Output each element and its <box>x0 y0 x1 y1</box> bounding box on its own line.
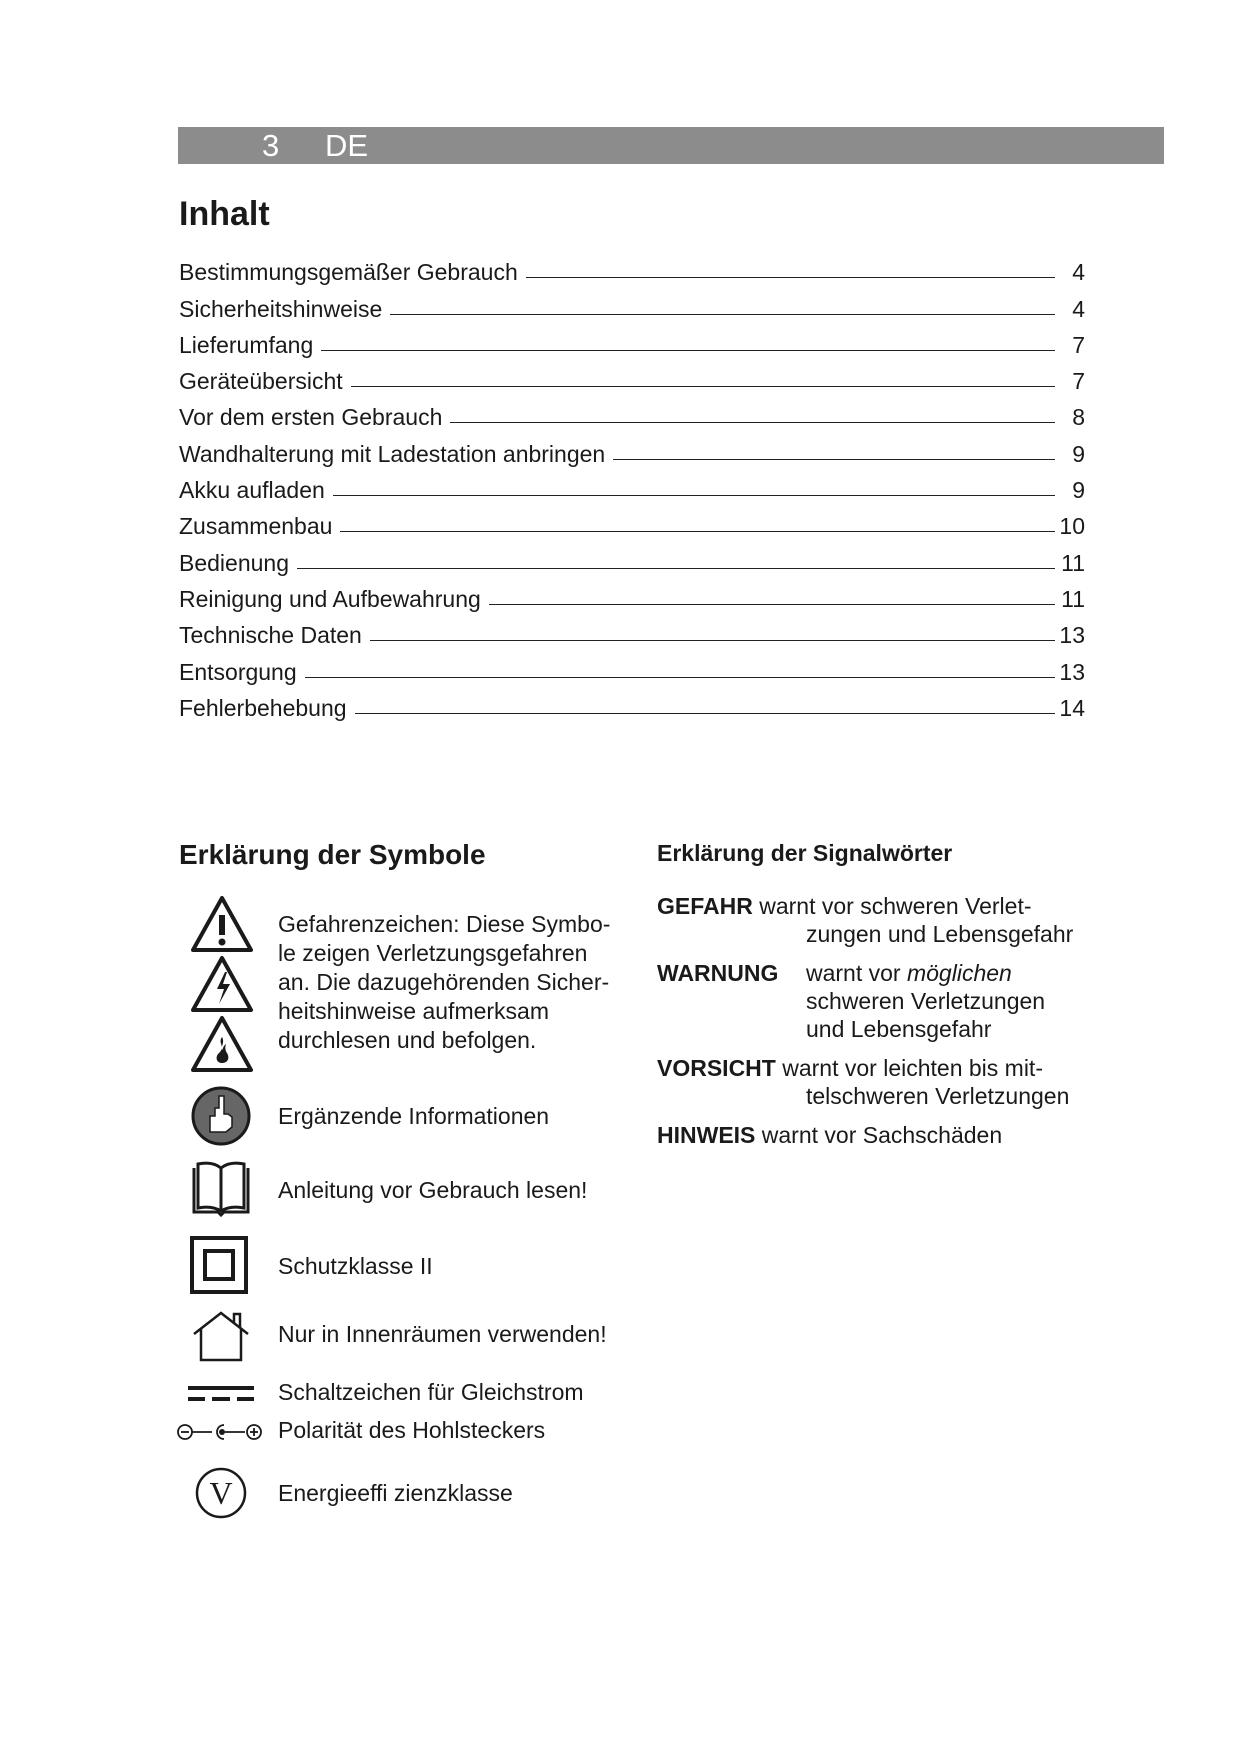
toc-entry-page: 4 <box>1072 259 1085 286</box>
toc-entry-page: 13 <box>1059 658 1085 685</box>
text-line: heitshinweise aufmerksam <box>278 998 550 1024</box>
toc-entry <box>179 321 1085 357</box>
toc-entry-page: 9 <box>1072 477 1085 504</box>
toc-entry <box>179 575 1085 611</box>
symbol-warning-group <box>190 895 640 1075</box>
symbol-manual <box>190 1160 640 1222</box>
indoor-text: Nur in Innenräumen verwenden! <box>278 1321 607 1347</box>
toc-leader <box>390 314 1055 315</box>
toc-entry-page: 10 <box>1059 513 1085 540</box>
signal-text: und Lebensgefahr <box>806 1016 992 1042</box>
signal-words-heading: Erklärung der Signalwörter <box>657 840 953 866</box>
text-line: an. Die dazugehörenden Sicher- <box>278 969 610 995</box>
text-line: le zeigen Verletzungsgefahren <box>278 940 588 966</box>
page-header-bar <box>178 127 1164 164</box>
house-icon <box>190 1310 252 1362</box>
toc-entry-title: Zusammenbau <box>179 513 333 540</box>
signal-keyword: VORSICHT <box>657 1055 776 1081</box>
toc-leader <box>370 640 1055 641</box>
toc-entry-title: Reinigung und Aufbewahrung <box>179 585 481 612</box>
signal-keyword: GEFAHR <box>657 893 753 919</box>
symbol-protection-class <box>190 1236 640 1298</box>
toc-leader <box>355 713 1055 714</box>
toc-entry-title: Entsorgung <box>179 658 297 685</box>
toc-entry-page: 11 <box>1061 585 1085 612</box>
toc-entry <box>179 357 1085 393</box>
book-icon <box>190 1160 252 1218</box>
toc-entry-title: Bedienung <box>179 549 289 576</box>
toc-entry-page: 4 <box>1072 295 1085 322</box>
toc-leader <box>489 604 1055 605</box>
toc-leader <box>333 495 1055 496</box>
toc-entry-title: Sicherheitshinweise <box>179 295 383 322</box>
text-line: Gefahrenzeichen: Diese Symbo- <box>278 911 611 937</box>
toc-leader <box>305 677 1055 678</box>
symbol-energy-efficiency <box>190 1466 640 1522</box>
toc-leader <box>450 422 1055 423</box>
toc-entry-title: Vor dem ersten Gebrauch <box>179 404 443 431</box>
signal-text-emphasis: möglichen <box>906 960 1012 986</box>
warning-electric-icon <box>190 955 254 1013</box>
toc-entry-page: 9 <box>1072 440 1085 467</box>
toc-entry-title: Lieferumfang <box>179 331 314 358</box>
toc-leader <box>351 386 1055 387</box>
protection-class-text: Schutzklasse II <box>278 1253 433 1279</box>
signal-keyword: WARNUNG <box>657 960 779 986</box>
toc-entry <box>179 284 1085 320</box>
manual-text: Anleitung vor Gebrauch lesen! <box>278 1177 588 1203</box>
signal-text: warnt vor Sachschäden <box>761 1122 1003 1148</box>
toc-entry-title: Bestimmungsgemäßer Gebrauch <box>179 259 518 286</box>
polarity-text: Polarität des Hohlsteckers <box>278 1417 546 1443</box>
toc-leader <box>297 568 1055 569</box>
text-line: durchlesen und befolgen. <box>278 1027 537 1053</box>
signal-text: warnt vor schweren Verlet- <box>759 893 1032 919</box>
toc-leader <box>321 350 1055 351</box>
toc-entry-page: 8 <box>1072 404 1085 431</box>
signal-warnung <box>657 959 1127 1043</box>
toc-entry-title: Akku aufladen <box>179 477 325 504</box>
warning-description <box>278 910 658 1055</box>
toc-entry <box>179 248 1085 284</box>
info-hand-icon <box>190 1086 252 1146</box>
signal-vorsicht <box>657 1054 1127 1110</box>
toc-entry-title: Technische Daten <box>179 622 362 649</box>
signal-text: zungen und Lebensgefahr <box>806 921 1074 947</box>
toc-entry-title: Fehlerbehebung <box>179 694 347 721</box>
toc-entry <box>179 429 1085 465</box>
toc-entry-title: Geräteübersicht <box>179 368 343 395</box>
table-of-contents <box>179 248 1085 720</box>
symbol-polarity <box>190 1416 640 1450</box>
signal-text: warnt vor <box>806 960 907 986</box>
signal-text: warnt vor leichten bis mit- <box>782 1055 1043 1081</box>
toc-entry <box>179 684 1085 720</box>
signal-text: telschweren Verletzungen <box>806 1083 1070 1109</box>
toc-leader <box>340 531 1055 532</box>
svg-text:V: V <box>209 1475 233 1511</box>
language-code: DE <box>325 128 369 163</box>
toc-entry-page: 7 <box>1072 368 1085 395</box>
polarity-icon <box>176 1421 268 1443</box>
protection-class-ii-icon <box>190 1236 248 1294</box>
dc-symbol-icon <box>188 1384 254 1404</box>
symbols-heading: Erklärung der Symbole <box>179 839 486 870</box>
toc-entry-page: 13 <box>1059 622 1085 649</box>
symbol-dc <box>190 1378 640 1412</box>
signal-hinweis <box>657 1121 1127 1149</box>
toc-entry <box>179 393 1085 429</box>
signal-text: schweren Verletzungen <box>806 988 1046 1014</box>
symbol-indoor <box>190 1310 640 1366</box>
toc-leader <box>613 459 1055 460</box>
toc-entry-page: 11 <box>1061 549 1085 576</box>
energy-efficiency-text: Energieeffi zienzklasse <box>278 1480 513 1506</box>
warning-exclamation-icon <box>190 895 254 953</box>
toc-leader <box>526 277 1055 278</box>
info-text: Ergänzende Informationen <box>278 1103 550 1129</box>
toc-entry <box>179 502 1085 538</box>
dc-text: Schaltzeichen für Gleichstrom <box>278 1379 584 1405</box>
energy-efficiency-v-icon <box>194 1466 248 1520</box>
toc-title: Inhalt <box>179 195 270 233</box>
signal-keyword: HINWEIS <box>657 1122 756 1148</box>
page-number: 3 <box>262 128 280 163</box>
warning-fire-icon <box>190 1015 254 1073</box>
toc-entry-page: 7 <box>1072 331 1085 358</box>
signal-gefahr <box>657 892 1127 948</box>
toc-entry <box>179 466 1085 502</box>
toc-entry <box>179 538 1085 574</box>
toc-entry-title: Wandhalterung mit Ladestation anbringen <box>179 440 606 467</box>
toc-entry <box>179 647 1085 683</box>
symbol-info <box>190 1086 640 1148</box>
toc-entry-page: 14 <box>1059 694 1085 721</box>
toc-entry <box>179 611 1085 647</box>
